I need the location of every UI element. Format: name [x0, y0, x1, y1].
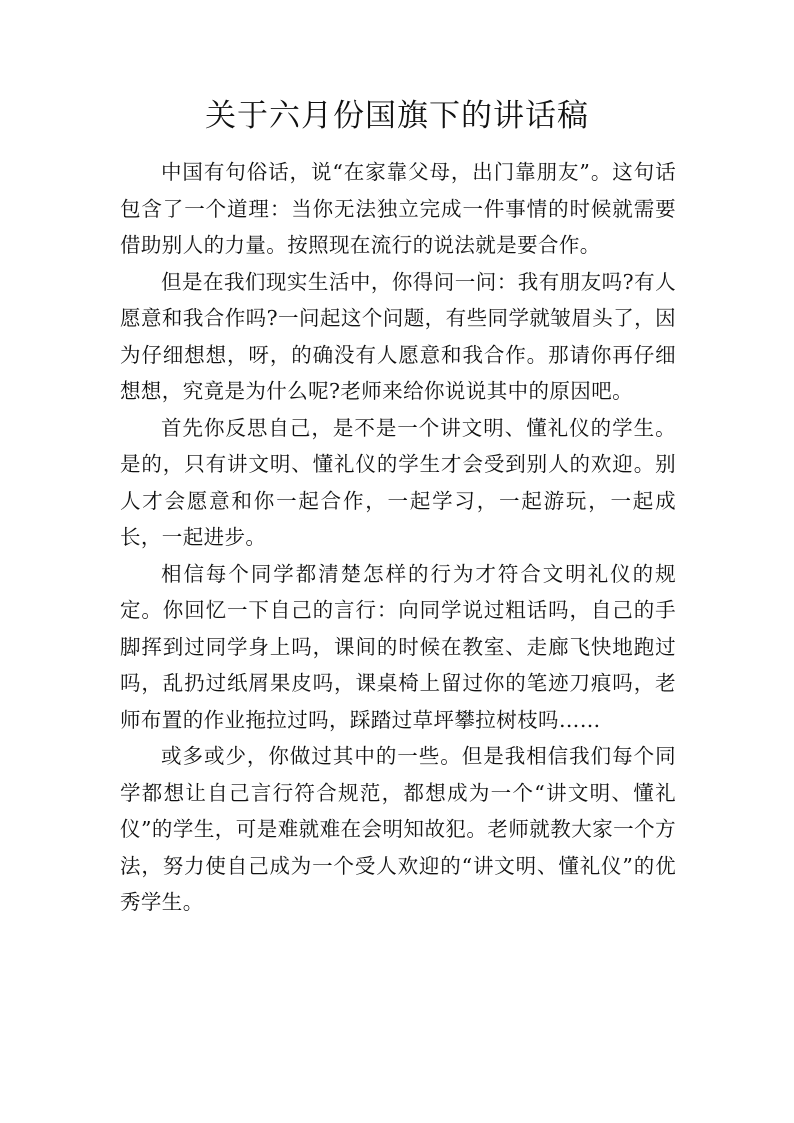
paragraph-5: 或多或少，你做过其中的一些。但是我相信我们每个同学都想让自己言行符合规范，都想成为一个“讲文明、懂礼仪”的学生，可是难就难在会明知故犯。老师就教大家一个方法，努力使自己成为一个受人欢迎的“讲文明、懂礼仪”的优秀学生。 — [120, 744, 676, 914]
paragraph-4: 相信每个同学都清楚怎样的行为才符合文明礼仪的规定。你回忆一下自己的言行：向同学说过粗话吗，自己的手脚挥到过同学身上吗，课间的时候在教室、走廊飞快地跑过吗，乱扔过纸屑果皮吗，课桌椅上留过你的笔迹刀痕吗，老师布置的作业拖拉过吗，踩踏过草坪攀拉树枝吗…… — [120, 561, 676, 732]
paragraph-1: 中国有句俗话，说“在家靠父母，出门靠朋友”。这句话包含了一个道理：当你无法独立完成一件事情的时候就需要借助别人的力量。按照现在流行的说法就是要合作。 — [120, 160, 676, 257]
paragraph-3: 首先你反思自己，是不是一个讲文明、懂礼仪的学生。是的，只有讲文明、懂礼仪的学生才会受到别人的欢迎。别人才会愿意和你一起合作，一起学习，一起游玩，一起成长，一起进步。 — [120, 415, 676, 549]
paragraph-2: 但是在我们现实生活中，你得问一问：我有朋友吗?有人愿意和我合作吗?一问起这个问题，有些同学就皱眉头了，因为仔细想想，呀，的确没有人愿意和我合作。那请你再仔细想想，究竟是为什么呢?老师来给你说说其中的原因吧。 — [120, 269, 676, 403]
document-body — [120, 154, 676, 921]
document-title: 关于六月份国旗下的讲话稿 — [205, 98, 589, 134]
